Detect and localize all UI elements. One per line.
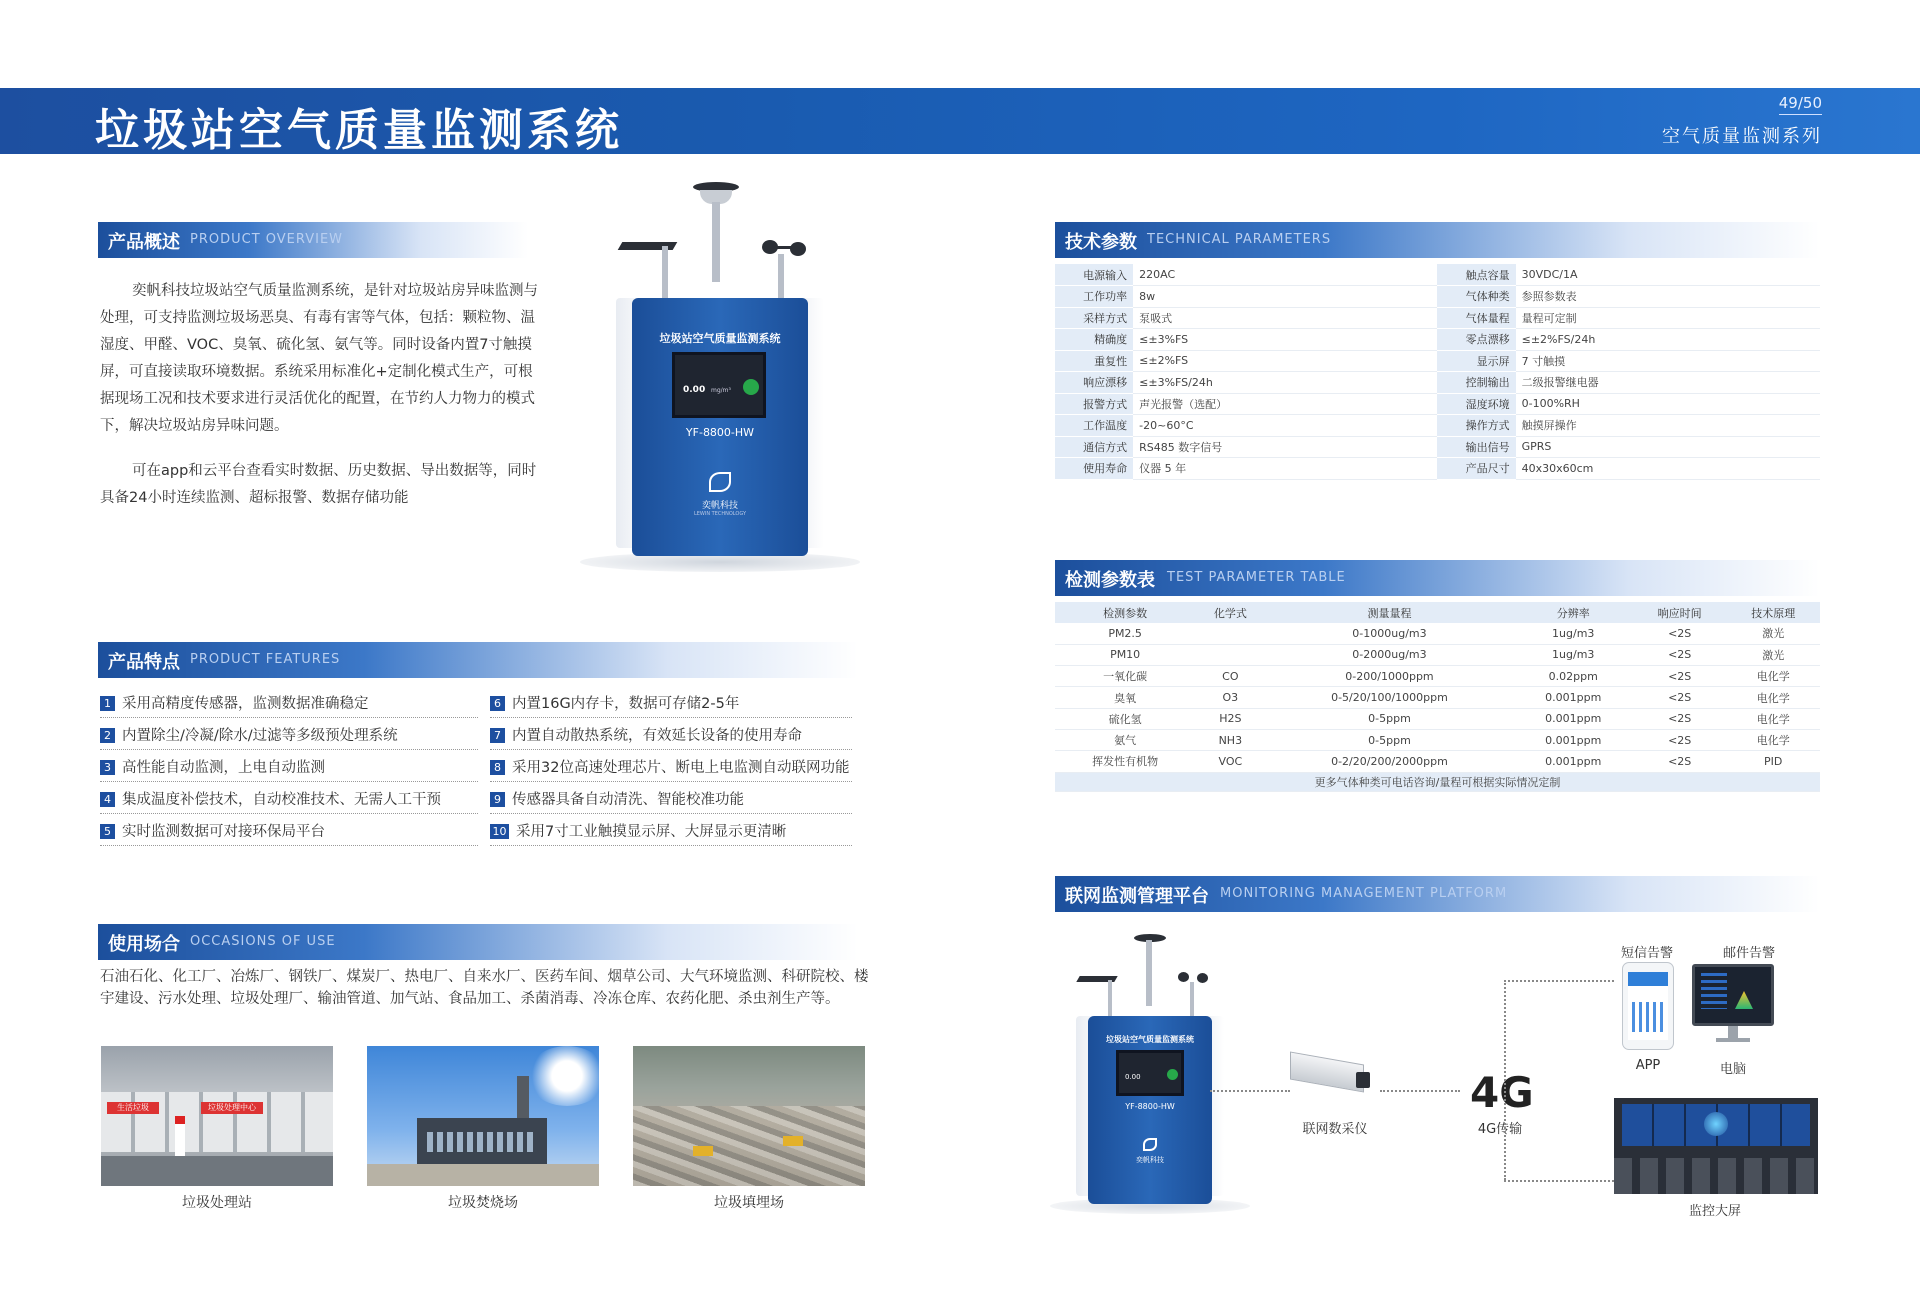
status-indicator-icon — [743, 379, 759, 395]
feature-item — [490, 724, 852, 750]
feature-number: 9 — [490, 792, 505, 807]
feature-text: 内置16G内存卡，数据可存储2-5年 — [512, 696, 740, 712]
test-params-table — [1055, 602, 1820, 792]
overview-title: 产品概述 — [108, 232, 180, 253]
feature-item — [100, 756, 478, 782]
tech-param-value: 仪器 5 年 — [1133, 458, 1437, 480]
tech-param-value: 220AC — [1133, 264, 1437, 286]
test-cell: 挥发性有机物 — [1055, 751, 1195, 772]
tech-param-value: ≤±2%FS — [1133, 350, 1437, 372]
device-screen — [1116, 1050, 1184, 1096]
device-illustration — [590, 180, 850, 580]
anemometer-pole — [1190, 982, 1194, 1016]
test-row — [1055, 623, 1820, 644]
monitoring-screen-photo — [1614, 1098, 1818, 1194]
tech-section-header — [1055, 222, 1820, 258]
tech-param-name: 气体量程 — [1437, 307, 1515, 329]
tech-param-value: 30VDC/1A — [1516, 264, 1820, 286]
photo-caption: 垃圾填埋场 — [714, 1195, 784, 1211]
photo-caption: 垃圾焚烧场 — [448, 1195, 518, 1211]
photo-caption: 垃圾处理站 — [182, 1195, 252, 1211]
feature-text: 内置除尘/冷凝/除水/过滤等多级预处理系统 — [122, 728, 398, 744]
test-cell: NH3 — [1195, 729, 1265, 750]
tech-row — [1055, 286, 1820, 308]
feature-number: 8 — [490, 760, 505, 775]
test-cell: VOC — [1195, 751, 1265, 772]
test-title: 检测参数表 — [1065, 570, 1155, 591]
wind-vane-pole — [662, 246, 668, 298]
feature-text: 内置自动散热系统，有效延长设备的使用寿命 — [512, 728, 802, 744]
occasions-section-header — [98, 924, 858, 960]
tech-param-value: 二级报警继电器 — [1516, 372, 1820, 394]
network-transfer-label: 4G传输 — [1477, 1122, 1523, 1137]
feature-item — [100, 724, 478, 750]
test-cell: 0-5/20/100/1000ppm — [1265, 687, 1513, 708]
test-cell: 氨气 — [1055, 729, 1195, 750]
test-row — [1055, 666, 1820, 687]
platform-section-header — [1055, 876, 1820, 912]
device-screen-unit: mg/m³ — [711, 387, 731, 394]
tech-row — [1055, 350, 1820, 372]
feature-number: 7 — [490, 728, 505, 743]
tech-param-value: ≤±3%FS — [1133, 329, 1437, 351]
tech-param-value: 8w — [1133, 286, 1437, 308]
device-title: 垃圾站空气质量监测系统 — [659, 332, 781, 345]
anemometer-icon — [762, 240, 806, 256]
feature-number: 3 — [100, 760, 115, 775]
tech-param-value: 40x30x60cm — [1516, 458, 1820, 480]
test-cell: 0-200/1000ppm — [1265, 666, 1513, 687]
tech-param-name: 产品尺寸 — [1437, 458, 1515, 480]
connector-line — [1504, 980, 1614, 982]
status-indicator-icon — [1167, 1069, 1178, 1080]
test-cell: 0.001ppm — [1514, 687, 1633, 708]
tech-params-table — [1055, 264, 1820, 480]
test-cell: CO — [1195, 666, 1265, 687]
photo-landfill — [633, 1046, 865, 1186]
overview-paragraph-2: 可在app和云平台查看实时数据、历史数据、导出数据等，同时具备24小时连续监测、超标报警、数据存储功能 — [100, 463, 537, 506]
test-cell: 硫化氢 — [1055, 708, 1195, 729]
device-brand-en: LEWIN TECHNOLOGY — [693, 511, 747, 517]
feature-text: 采用高精度传感器，监测数据准确稳定 — [122, 696, 369, 712]
tech-param-name: 气体种类 — [1437, 286, 1515, 308]
test-section-header — [1055, 560, 1820, 596]
test-cell: H2S — [1195, 708, 1265, 729]
test-cell: <2S — [1633, 687, 1727, 708]
tech-param-name: 精确度 — [1055, 329, 1133, 351]
tech-row — [1055, 436, 1820, 458]
tech-param-name: 工作温度 — [1055, 415, 1133, 437]
test-cell: <2S — [1633, 666, 1727, 687]
tech-param-name: 操作方式 — [1437, 415, 1515, 437]
features-title: 产品特点 — [108, 652, 180, 673]
test-cell: 电化学 — [1726, 687, 1820, 708]
feature-number: 1 — [100, 696, 115, 711]
test-cell: 激光 — [1726, 623, 1820, 644]
test-cell: 臭氧 — [1055, 687, 1195, 708]
brand-logo-icon — [709, 472, 731, 492]
test-column-header: 检测参数 — [1055, 602, 1195, 623]
photo-incineration-plant — [367, 1046, 599, 1186]
pc-label: 电脑 — [1719, 1062, 1746, 1077]
test-cell: 电化学 — [1726, 666, 1820, 687]
tech-param-value: RS485 数字信号 — [1133, 436, 1437, 458]
features-title-en: PRODUCT FEATURES — [190, 652, 341, 667]
test-column-header: 测量量程 — [1265, 602, 1513, 623]
tech-param-name: 电源输入 — [1055, 264, 1133, 286]
tech-param-value: 量程可定制 — [1516, 307, 1820, 329]
overview-title-en: PRODUCT OVERVIEW — [190, 232, 344, 247]
occasions-title-en: OCCASIONS OF USE — [190, 934, 336, 949]
feature-number: 6 — [490, 696, 505, 711]
device-model: YF-8800-HW — [685, 426, 755, 439]
test-row — [1055, 644, 1820, 665]
feature-number: 5 — [100, 824, 115, 839]
connector-line — [1504, 980, 1506, 1180]
test-row — [1055, 729, 1820, 750]
tech-row — [1055, 372, 1820, 394]
antenna-pole — [1146, 940, 1152, 1006]
connector-line — [1504, 1180, 1614, 1182]
data-collector-icon — [1290, 1052, 1370, 1094]
test-cell: 一氧化碳 — [1055, 666, 1195, 687]
tech-param-value: 0-100%RH — [1516, 393, 1820, 415]
test-cell: <2S — [1633, 644, 1727, 665]
feature-text: 高性能自动监测，上电自动监测 — [122, 760, 325, 776]
photo-sign: 垃圾处理中心 — [201, 1102, 263, 1114]
brand-logo-icon — [1143, 1138, 1157, 1151]
test-cell: <2S — [1633, 708, 1727, 729]
test-cell: <2S — [1633, 729, 1727, 750]
wind-vane-pole — [1108, 980, 1112, 1016]
feature-text: 集成温度补偿技术，自动校准技术、无需人工干预 — [122, 792, 441, 808]
tech-param-value: 声光报警（选配） — [1133, 393, 1437, 415]
feature-item — [490, 788, 852, 814]
test-cell: 0-1000ug/m3 — [1265, 623, 1513, 644]
test-cell — [1195, 623, 1265, 644]
test-cell: 0.001ppm — [1514, 708, 1633, 729]
device-screen-reading: 0.00 — [1125, 1073, 1141, 1081]
tech-row — [1055, 329, 1820, 351]
test-cell: 电化学 — [1726, 708, 1820, 729]
tech-param-value: GPRS — [1516, 436, 1820, 458]
big-screen-label: 监控大屏 — [1688, 1204, 1741, 1219]
tech-row — [1055, 393, 1820, 415]
test-cell: 0-5ppm — [1265, 708, 1513, 729]
feature-item — [490, 820, 852, 846]
tech-param-name: 工作功率 — [1055, 286, 1133, 308]
feature-item — [490, 756, 852, 782]
feature-item — [490, 692, 852, 718]
test-cell: PM2.5 — [1055, 623, 1195, 644]
tech-param-name: 报警方式 — [1055, 393, 1133, 415]
test-column-header: 化学式 — [1195, 602, 1265, 623]
tech-param-name: 采样方式 — [1055, 307, 1133, 329]
computer-icon — [1692, 964, 1774, 1054]
test-row — [1055, 708, 1820, 729]
feature-number: 10 — [490, 824, 509, 839]
test-cell: 0-2/20/200/2000ppm — [1265, 751, 1513, 772]
test-cell: PM10 — [1055, 644, 1195, 665]
tech-title-en: TECHNICAL PARAMETERS — [1147, 232, 1332, 247]
overview-section-header — [98, 222, 528, 258]
test-cell: 1ug/m3 — [1514, 623, 1633, 644]
test-title-en: TEST PARAMETER TABLE — [1167, 570, 1346, 585]
tech-param-value: 泵吸式 — [1133, 307, 1437, 329]
tech-param-name: 触点容量 — [1437, 264, 1515, 286]
tech-param-value: ≤±3%FS/24h — [1133, 372, 1437, 394]
page-number: 49/50 — [1779, 94, 1822, 115]
tech-param-value: 参照参数表 — [1516, 286, 1820, 308]
test-row — [1055, 751, 1820, 772]
test-cell: 0.001ppm — [1514, 751, 1633, 772]
platform-device-illustration — [1060, 930, 1240, 1220]
test-cell: 1ug/m3 — [1514, 644, 1633, 665]
test-cell: 激光 — [1726, 644, 1820, 665]
series-name: 空气质量监测系列 — [1662, 126, 1822, 147]
tech-param-name: 使用寿命 — [1055, 458, 1133, 480]
app-label: APP — [1635, 1058, 1661, 1073]
collector-label: 联网数采仪 — [1302, 1122, 1368, 1137]
test-cell: 0.02ppm — [1514, 666, 1633, 687]
tech-param-name: 零点漂移 — [1437, 329, 1515, 351]
test-column-header: 响应时间 — [1633, 602, 1727, 623]
tech-param-name: 湿度环境 — [1437, 393, 1515, 415]
test-column-header: 分辨率 — [1514, 602, 1633, 623]
tech-row — [1055, 415, 1820, 437]
test-cell: 0-2000ug/m3 — [1265, 644, 1513, 665]
tech-param-name: 输出信号 — [1437, 436, 1515, 458]
email-alert-label: 邮件告警 — [1722, 946, 1775, 961]
platform-title-en: MONITORING MANAGEMENT PLATFORM — [1220, 886, 1508, 901]
tech-param-value: -20~60°C — [1133, 415, 1437, 437]
phone-icon — [1622, 962, 1674, 1050]
page-title: 垃圾站空气质量监测系统 — [95, 105, 623, 156]
wind-vane-icon — [618, 242, 678, 250]
feature-item — [100, 820, 478, 846]
overview-paragraph-1: 奕帆科技垃圾站空气质量监测系统，是针对垃圾站房异味监测与处理，可支持监测垃圾场恶臭、有毒有害等气体，包括：颗粒物、温湿度、甲醛、VOC、臭氧、硫化氢、氨气等。同时设备内置7寸触摸屏，可直接读取环境数据。系统采用标准化+定制化模式生产，可根据现场工况和技术要求进行灵活优化的配置，在节约人力物力的模式下，解决垃圾站房异味问题。 — [100, 283, 538, 434]
tech-param-name: 显示屏 — [1437, 350, 1515, 372]
tech-row — [1055, 264, 1820, 286]
photo-sign: 生活垃圾 — [107, 1102, 159, 1114]
feature-text: 实时监测数据可对接环保局平台 — [122, 824, 325, 840]
test-cell: 电化学 — [1726, 729, 1820, 750]
test-column-header: 技术原理 — [1726, 602, 1820, 623]
tech-param-name: 通信方式 — [1055, 436, 1133, 458]
antenna-pole — [712, 202, 720, 282]
photo-waste-station — [101, 1046, 333, 1186]
test-note: 更多气体种类可电话咨询/量程可根据实际情况定制 — [1055, 772, 1820, 791]
feature-item — [100, 788, 478, 814]
anemometer-pole — [778, 254, 784, 298]
feature-item — [100, 692, 478, 718]
device-title: 垃圾站空气质量监测系统 — [1106, 1035, 1194, 1044]
sms-alert-label: 短信告警 — [1620, 946, 1673, 961]
device-brand: 奕帆科技 — [701, 501, 738, 511]
tech-param-name: 响应漂移 — [1055, 372, 1133, 394]
tech-param-name: 控制输出 — [1437, 372, 1515, 394]
test-note-row — [1055, 772, 1820, 791]
tech-title: 技术参数 — [1065, 232, 1137, 253]
test-cell: 0-5ppm — [1265, 729, 1513, 750]
feature-text: 传感器具备自动清洗、智能校准功能 — [512, 792, 744, 808]
feature-text: 采用7寸工业触摸显示屏、大屏显示更清晰 — [516, 824, 787, 840]
tech-row — [1055, 458, 1820, 480]
tech-param-value: 7 寸触摸 — [1516, 350, 1820, 372]
test-cell: PID — [1726, 751, 1820, 772]
tech-param-value: ≤±2%FS/24h — [1516, 329, 1820, 351]
connector-line — [1380, 1090, 1460, 1092]
test-cell: O3 — [1195, 687, 1265, 708]
occasions-title: 使用场合 — [108, 934, 180, 955]
tech-param-value: 触摸屏操作 — [1516, 415, 1820, 437]
network-4g-label: 4G — [1470, 1068, 1534, 1117]
tech-param-name: 重复性 — [1055, 350, 1133, 372]
test-cell: 0.001ppm — [1514, 729, 1633, 750]
occasions-text: 石油石化、化工厂、冶炼厂、钢铁厂、煤炭厂、热电厂、自来水厂、医药车间、烟草公司、大气环境监测、科研院校、楼宇建设、污水处理、垃圾处理厂、输油管道、加气站、食品加工、杀菌消毒、冷冻仓库、农药化肥、杀虫剂生产等。 — [100, 969, 869, 1007]
feature-number: 2 — [100, 728, 115, 743]
device-screen-reading: 0.00 — [683, 385, 706, 395]
device-brand: 奕帆科技 — [1136, 1156, 1164, 1164]
device-model: YF-8800-HW — [1125, 1102, 1175, 1111]
title-banner — [0, 88, 1920, 154]
test-cell: <2S — [1633, 751, 1727, 772]
test-cell: <2S — [1633, 623, 1727, 644]
tech-row — [1055, 307, 1820, 329]
connector-line — [1210, 1090, 1290, 1092]
overview-text — [100, 278, 540, 530]
features-section-header — [98, 642, 858, 678]
device-screen — [672, 352, 766, 418]
feature-text: 采用32位高速处理芯片、断电上电监测自动联网功能 — [512, 760, 850, 776]
test-row — [1055, 687, 1820, 708]
feature-number: 4 — [100, 792, 115, 807]
platform-title: 联网监测管理平台 — [1065, 886, 1209, 907]
test-cell — [1195, 644, 1265, 665]
